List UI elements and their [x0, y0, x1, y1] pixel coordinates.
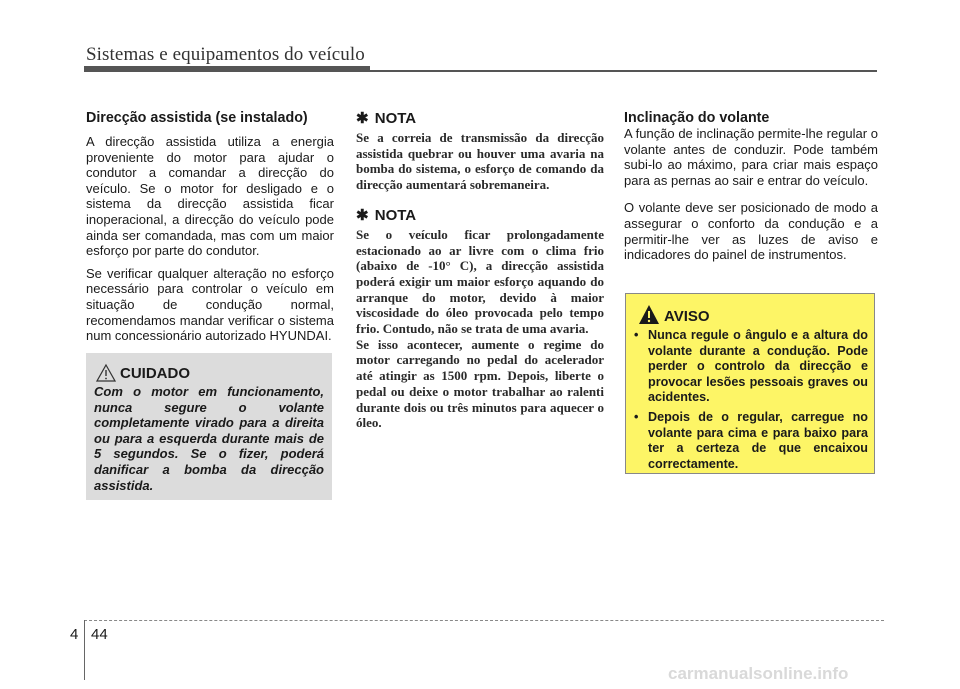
footer-rule	[84, 620, 884, 621]
header-rule-thin	[370, 70, 877, 72]
note-star-icon: ✱	[356, 110, 369, 127]
list-item: • Depois de o regular, carregue no volante para cima e para baixo para ter a certeza de que encaixou correctamente.	[634, 409, 868, 471]
paragraph: O volante deve ser posicionado de modo a assegurar o conforto da condução e a permitir-lhe ver as luzes de aviso e indicadores do painel de instrumentos.	[624, 200, 878, 263]
warning-triangle-icon	[96, 363, 116, 383]
column-notes	[356, 110, 604, 445]
warning-triangle-icon	[638, 304, 660, 326]
caution-box	[86, 353, 332, 500]
column-steering-tilt	[624, 110, 878, 270]
note-title: ✱ NOTA	[356, 206, 417, 224]
watermark: carmanualsonline.info	[668, 664, 849, 683]
chapter-number: 4	[70, 626, 79, 643]
warning-list	[634, 328, 868, 476]
caution-title: CUIDADO	[120, 365, 190, 382]
note-text: Se o veículo ficar prolongadamente estacionado ao ar livre com o clima frio (abaixo de -10° C), a direcção assistida poderá exigir um maior esforço aquando do arranque do motor, devido à maior viscosidade do óleo provocada pelo tempo frio. Contudo, não se trata de uma avaria. Se isso acontecer, aumente o regime do motor carregando no pedal do acelerador até atingir as 1500 rpm. Depois, liberte o pedal ou deixe o motor trabalhar ao ralenti durante dois ou três minutos para aquecer o óleo.	[356, 226, 604, 431]
column-power-steering	[86, 110, 334, 351]
note-text: Se a correia de transmissão da direcção assistida quebrar ou houver uma avaria na bomba do sistema, o esforço de comando da direcção aumentará sobremaneira.	[356, 130, 604, 193]
page-header-title: Sistemas e equipamentos do veículo	[86, 44, 365, 65]
header-rule-thick	[84, 66, 370, 72]
note-star-icon: ✱	[356, 206, 369, 224]
list-item: • Nunca regule o ângulo e a altura do volante durante a condução. Pode perder o controlo da direcção e provocar lesões pessoais graves ou acidentes.	[634, 328, 868, 405]
note-title: ✱ NOTA	[356, 110, 417, 127]
caution-text: Com o motor em funcionamento, nunca segure o volante completamente virado para a direita ou para a esquerda durante mais de 5 segundos. Se o fizer, poderá danificar a bomba da direcção assistida.	[94, 384, 324, 493]
warning-box	[625, 293, 875, 474]
paragraph: A direcção assistida utiliza a energia proveniente do motor para ajudar o condutor a comandar a direcção do veículo. Se o motor for desligado e o sistema da direcção assistida ficar inoperacional, a direcção do veículo pode ainda ser comandada, mas com um maior esforço por parte do condutor.	[86, 134, 334, 259]
page-number: 44	[91, 626, 108, 643]
section-heading-steering-tilt: Inclinação do volante	[624, 110, 770, 126]
warning-title: AVISO	[664, 308, 710, 325]
paragraph: A função de inclinação permite-lhe regular o volante antes de conduzir. Pode também subi-lo ao máximo, para criar mais espaço para as pernas ao sair e entrar do veículo.	[624, 126, 878, 188]
footer-vertical-rule	[84, 620, 85, 680]
section-heading-power-steering: Direcção assistida (se instalado)	[86, 110, 308, 126]
paragraph: Se verificar qualquer alteração no esforço necessário para controlar o veículo em situação de condução normal, recomendamos mandar verificar o sistema num concessionário autorizado HYUNDAI.	[86, 265, 334, 344]
